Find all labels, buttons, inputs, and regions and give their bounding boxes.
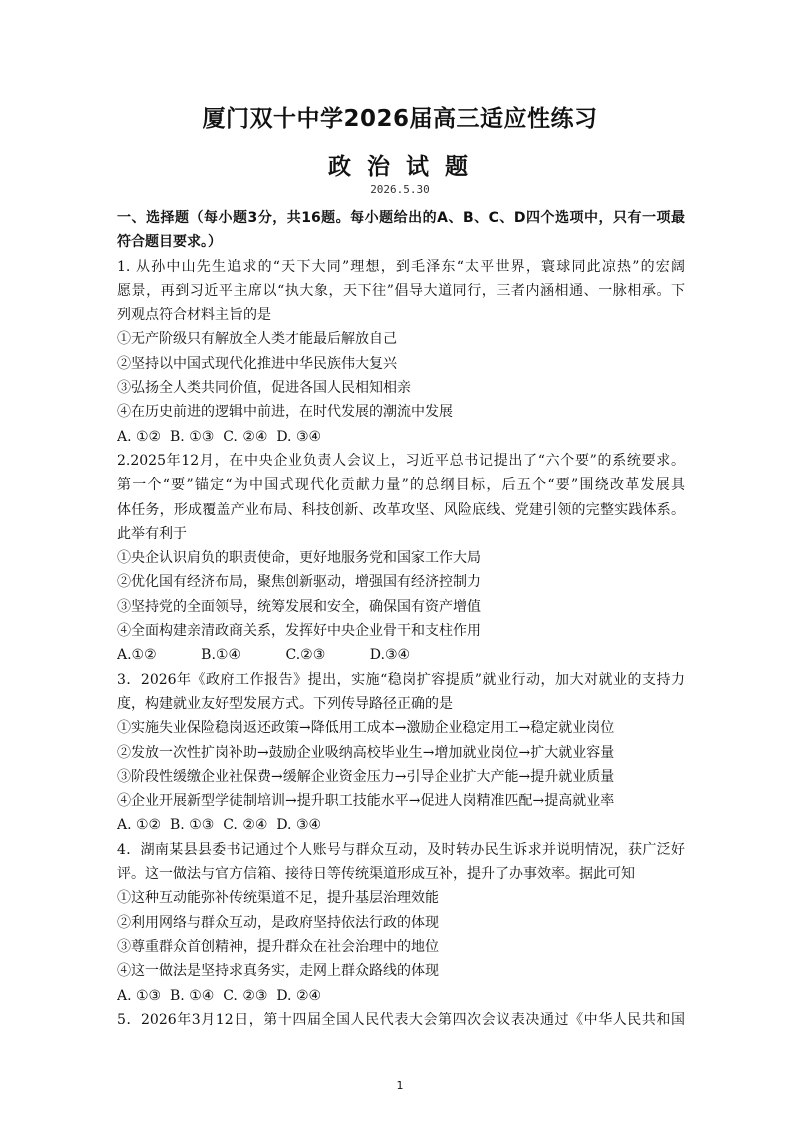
q2-stem-line-2: 第一个“要”锚定“为中国式现代化贡献力量”的总纲目标，后五个“要”围绕改革发展具 bbox=[117, 477, 685, 494]
q3-item-2: ②发放一次性扩岗补助→鼓励企业吸纳高校毕业生→增加就业岗位→扩大就业容量 bbox=[117, 744, 615, 761]
q3-stem-line-1: 3．2026年《政府工作报告》提出，实施“稳岗扩容提质”就业行动，加大对就业的支持力 bbox=[117, 671, 685, 688]
q2-options: A.①② B.①④ C.②③ D.③④ bbox=[117, 647, 411, 664]
q1-item-2: ②坚持以中国式现代化推进中华民族伟大复兴 bbox=[117, 355, 397, 372]
q1-item-1: ①无产阶级只有解放全人类才能最后解放自己 bbox=[117, 331, 397, 348]
exam-subject: 政 治 试 题 bbox=[327, 154, 473, 180]
q3-item-4: ④企业开展新型学徒制培训→提升职工技能水平→促进人岗精准匹配→提高就业率 bbox=[117, 793, 615, 810]
section-heading-line-2: 符合题目要求。） bbox=[117, 234, 222, 251]
q2-item-1: ①央企认识肩负的职责使命，更好地服务党和国家工作大局 bbox=[117, 550, 481, 567]
section-heading-line-1: 一、选择题（每小题3分，共16题。每小题给出的A、B、C、D四个选项中，只有一项最 bbox=[117, 210, 685, 226]
q2-item-3: ③坚持党的全面领导，统筹发展和安全，确保国有资产增值 bbox=[117, 598, 481, 615]
exam-date: 2026.5.30 bbox=[370, 183, 430, 196]
q4-item-1: ①这种互动能弥补传统渠道不足，提升基层治理效能 bbox=[117, 890, 439, 907]
q5-stem-line-1: 5．2026年3月12日，第十四届全国人民代表大会第四次会议表决通过《中华人民共和国 bbox=[117, 1011, 685, 1028]
q3-stem-line-2: 度，构建就业友好型发展方式。下列传导路径正确的是 bbox=[117, 695, 453, 712]
q4-item-3: ③尊重群众首创精神，提升群众在社会治理中的地位 bbox=[117, 938, 439, 955]
q2-stem-line-1: 2.2025年12月，在中央企业负责人会议上，习近平总书记提出了“六个要”的系统要求。 bbox=[117, 452, 685, 469]
exam-body bbox=[117, 206, 685, 1032]
page-number: 1 bbox=[396, 1079, 404, 1092]
q3-item-3: ③阶段性缓缴企业社保费→缓解企业资金压力→引导企业扩大产能→提升就业质量 bbox=[117, 768, 615, 785]
q3-item-1: ①实施失业保险稳岗返还政策→降低用工成本→激励企业稳定用工→稳定就业岗位 bbox=[117, 720, 615, 737]
q4-stem-line-2: 评。这一做法与官方信箱、接待日等传统渠道形成互补，提升了办事效率。据此可知 bbox=[117, 866, 635, 883]
q1-stem-line-1: 1. 从孙中山先生追求的“天下大同”理想，到毛泽东“太平世界，寰球同此凉热”的宏阔 bbox=[117, 258, 685, 275]
exam-title: 厦门双十中学2026届高三适应性练习 bbox=[202, 106, 598, 132]
q4-stem-line-1: 4．湖南某县县委书记通过个人账号与群众互动，及时转办民生诉求并说明情况，获广泛好 bbox=[117, 841, 685, 858]
q4-options: A. ①③ B. ①④ C. ②③ D. ②④ bbox=[117, 987, 322, 1004]
q2-item-4: ④全面构建亲清政商关系，发挥好中央企业骨干和支柱作用 bbox=[117, 623, 481, 640]
q1-item-4: ④在历史前进的逻辑中前进，在时代发展的潮流中发展 bbox=[117, 404, 453, 421]
q2-stem-line-3: 体任务，形成覆盖产业布局、科技创新、改革攻坚、风险底线、党建引领的完整实践体系。 bbox=[117, 501, 685, 518]
q1-options: A. ①② B. ①③ C. ②④ D. ③④ bbox=[117, 428, 322, 445]
q4-item-4: ④这一做法是坚持求真务实，走网上群众路线的体现 bbox=[117, 963, 439, 980]
q2-stem-line-4: 此举有利于 bbox=[117, 525, 187, 542]
q2-item-2: ②优化国有经济布局，聚焦创新驱动，增强国有经济控制力 bbox=[117, 574, 481, 591]
q1-stem-line-3: 列观点符合材料主旨的是 bbox=[117, 307, 271, 324]
q4-item-2: ②利用网络与群众互动，是政府坚持依法行政的体现 bbox=[117, 914, 439, 931]
q3-options: A. ①② B. ①③ C. ②④ D. ③④ bbox=[117, 817, 322, 834]
q1-item-3: ③弘扬全人类共同价值，促进各国人民相知相亲 bbox=[117, 380, 411, 397]
q1-stem-line-2: 愿景，再到习近平主席以“执大象，天下往”倡导大道同行，三者内涵相通、一脉相承。下 bbox=[117, 282, 685, 299]
